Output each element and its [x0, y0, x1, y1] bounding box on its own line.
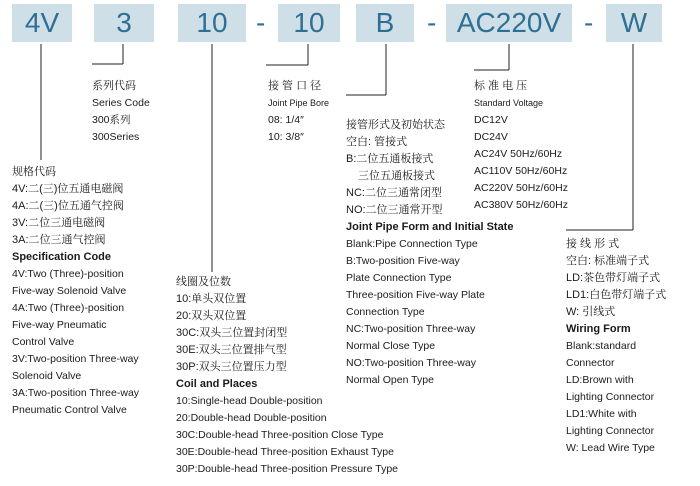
joint-item-cn: 空白: 管接式 — [346, 136, 408, 148]
spec-item-en: Solenoid Valve — [12, 370, 82, 382]
series-title-en: Series Code — [92, 97, 150, 109]
bore-title-cn: 接 管 口 径 — [268, 80, 322, 92]
spec-item-en: 3V:Two-position Three-way — [12, 353, 139, 365]
joint-item-en: Blank:Pipe Connection Type — [346, 238, 478, 250]
bore-block — [268, 78, 329, 146]
coil-item-en: 30C:Double-head Three-position Close Type — [176, 429, 384, 441]
joint-item-en: B:Two-position Five-way — [346, 255, 460, 267]
coil-title-en: Coil and Places — [176, 378, 258, 390]
joint-item-en: Normal Open Type — [346, 374, 434, 386]
joint-block — [346, 117, 513, 389]
series-block — [92, 78, 150, 146]
code-box-spec: 4V — [12, 4, 72, 42]
voltage-option: DC24V — [474, 131, 508, 143]
voltage-option: AC220V 50Hz/60Hz — [474, 182, 568, 194]
joint-item-cn: B:二位五通板接式 — [346, 153, 434, 165]
spec-item-en: Five-way Pneumatic — [12, 319, 107, 331]
joint-item-cn: NC:二位三通常闭型 — [346, 187, 442, 199]
voltage-title-en: Standard Voltage — [474, 98, 544, 108]
spec-item-cn: 3A:二位三通气控阀 — [12, 234, 106, 246]
voltage-option: DC12V — [474, 114, 508, 126]
joint-title-cn: 接管形式及初始状态 — [346, 119, 445, 131]
spec-item-en: Five-way Solenoid Valve — [12, 285, 127, 297]
spec-item-en: Pneumatic Control Valve — [12, 404, 127, 416]
code-box-voltage: AC220V — [446, 4, 572, 42]
wiring-item-en: W: Lead Wire Type — [566, 442, 655, 454]
joint-item-en: NC:Two-position Three-way — [346, 323, 476, 335]
spec-title-cn: 规格代码 — [12, 166, 56, 178]
code-box-series: 3 — [94, 4, 154, 42]
separator-1: - — [256, 7, 266, 38]
spec-item-cn: 4A:二(三)位五通气控阀 — [12, 200, 124, 212]
wiring-item-cn: 空白: 标准端子式 — [566, 255, 650, 267]
wiring-title-en: Wiring Form — [566, 323, 631, 335]
series-value-cn: 300系列 — [92, 114, 131, 126]
joint-item-en: Connection Type — [346, 306, 425, 318]
wiring-item-en: Blank:standard — [566, 340, 637, 352]
coil-item-en: 30P:Double-head Three-position Pressure Type — [176, 463, 398, 475]
spec-item-en: Control Valve — [12, 336, 75, 348]
joint-title-en: Joint Pipe Form and Initial State — [346, 221, 514, 233]
joint-item-cn: 三位五通板接式 — [358, 170, 435, 182]
wiring-title-cn: 接 线 形 式 — [566, 238, 620, 250]
spec-item-cn: 3V:二位三通电磁阀 — [12, 217, 106, 229]
wiring-item-en: Connector — [566, 357, 615, 369]
joint-item-en: NO:Two-position Three-way — [346, 357, 476, 369]
code-box-joint: B — [356, 4, 414, 42]
spec-item-en: 4A:Two (Three)-position — [12, 302, 125, 314]
coil-item-en: 20:Double-head Double-position — [176, 412, 327, 424]
wiring-item-en: Lighting Connector — [566, 425, 655, 437]
wiring-item-en: LD:Brown with — [566, 374, 634, 386]
joint-item-en: Normal Close Type — [346, 340, 436, 352]
wiring-item-en: LD1:White with — [566, 408, 637, 420]
coil-item-en: 10:Single-head Double-position — [176, 395, 323, 407]
bore-title-en: Joint Pipe Bore — [268, 98, 330, 108]
joint-item-en: Plate Connection Type — [346, 272, 452, 284]
coil-item-cn: 10:单头双位置 — [176, 293, 247, 305]
wiring-block — [566, 236, 666, 457]
wiring-item-cn: LD:茶色带灯端子式 — [566, 272, 661, 284]
voltage-title-cn: 标 准 电 压 — [474, 80, 528, 92]
spec-item-en: 4V:Two (Three)-position — [12, 268, 124, 280]
series-title-cn: 系列代码 — [92, 80, 136, 92]
joint-item-en: Three-position Five-way Plate — [346, 289, 485, 301]
spec-block — [12, 164, 139, 419]
code-box-coil: 10 — [178, 4, 246, 42]
spec-item-en: 3A:Two-position Three-way — [12, 387, 140, 399]
spec-title-en: Specification Code — [12, 251, 112, 263]
coil-item-cn: 20:双头双位置 — [176, 310, 247, 322]
coil-item-cn: 30C:双头三位置封闭型 — [176, 327, 288, 339]
wiring-item-cn: W: 引线式 — [566, 306, 616, 318]
spec-item-cn: 4V:二(三)位五通电磁阀 — [12, 183, 124, 195]
series-value-en: 300Series — [92, 131, 140, 143]
coil-title-cn: 线圈及位数 — [176, 276, 231, 288]
separator-2: - — [427, 7, 437, 38]
coil-item-cn: 30E:双头三位置排气型 — [176, 344, 287, 356]
code-box-wiring: W — [606, 4, 662, 42]
coil-item-en: 30E:Double-head Three-position Exhaust Type — [176, 446, 394, 458]
coil-item-cn: 30P:双头三位置压力型 — [176, 361, 287, 373]
voltage-option: AC380V 50Hz/60Hz — [474, 199, 568, 211]
voltage-option: AC110V 50Hz/60Hz — [474, 165, 568, 177]
voltage-option: AC24V 50Hz/60Hz — [474, 148, 563, 160]
bore-option-10: 10: 3/8″ — [268, 131, 304, 143]
joint-item-cn: NO:二位三通常开型 — [346, 204, 443, 216]
bore-option-08: 08: 1/4″ — [268, 114, 304, 126]
code-box-bore: 10 — [278, 4, 340, 42]
wiring-item-en: Lighting Connector — [566, 391, 655, 403]
wiring-item-cn: LD1:白色带灯端子式 — [566, 289, 667, 301]
separator-3: - — [584, 7, 594, 38]
